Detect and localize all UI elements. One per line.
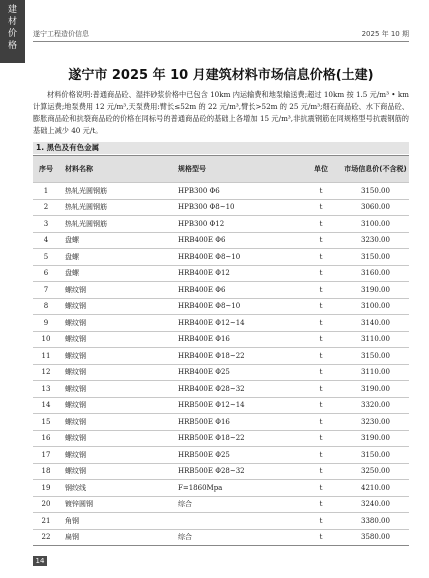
side-tab-char: 建 <box>7 5 17 15</box>
cell-index: 16 <box>33 430 59 447</box>
cell-price: 3150.00 <box>342 348 409 365</box>
cell-unit: t <box>300 348 342 365</box>
cell-index: 4 <box>33 232 59 249</box>
section-heading: 1. 黑色及有色金属 <box>33 142 409 154</box>
cell-price: 4210.00 <box>342 480 409 497</box>
cell-unit: t <box>300 315 342 332</box>
cell-price: 3060.00 <box>342 199 409 216</box>
cell-material-name: 热轧光圆钢筋 <box>59 216 172 233</box>
cell-index: 9 <box>33 315 59 332</box>
cell-spec: HRB400E Φ25 <box>172 364 300 381</box>
table-row <box>33 249 409 266</box>
cell-index: 6 <box>33 265 59 282</box>
cell-price: 3160.00 <box>342 265 409 282</box>
cell-material-name: 热轧光圆钢筋 <box>59 199 172 216</box>
table-row <box>33 414 409 431</box>
table-row <box>33 364 409 381</box>
cell-unit: t <box>300 397 342 414</box>
cell-material-name: 螺纹钢 <box>59 298 172 315</box>
cell-material-name: 镀锌圆钢 <box>59 496 172 513</box>
issue-label: 2025 年 10 期 <box>361 30 409 38</box>
cell-spec: HPB300 Φ6 <box>172 183 300 200</box>
table-row <box>33 265 409 282</box>
cell-index: 20 <box>33 496 59 513</box>
page-title: 遂宁市 2025 年 10 月建筑材料市场信息价格(土建) <box>68 68 374 83</box>
table-row <box>33 315 409 332</box>
cell-material-name: 螺纹钢 <box>59 381 172 398</box>
cell-spec: F=1860Mpa <box>172 480 300 497</box>
cell-unit: t <box>300 265 342 282</box>
cell-price: 3110.00 <box>342 331 409 348</box>
table-row <box>33 331 409 348</box>
cell-unit: t <box>300 480 342 497</box>
cell-spec: HRB400E Φ6 <box>172 232 300 249</box>
col-header-price: 市场信息价(不含税) <box>342 156 409 183</box>
cell-unit: t <box>300 183 342 200</box>
cell-index: 2 <box>33 199 59 216</box>
cell-spec: HPB300 Φ12 <box>172 216 300 233</box>
cell-unit: t <box>300 529 342 546</box>
cell-spec: HRB400E Φ6 <box>172 282 300 299</box>
side-tab-char: 格 <box>7 41 17 51</box>
cell-price: 3100.00 <box>342 298 409 315</box>
cell-price: 3580.00 <box>342 529 409 546</box>
cell-price: 3190.00 <box>342 381 409 398</box>
cell-unit: t <box>300 298 342 315</box>
category-side-tab <box>0 0 25 63</box>
cell-spec: HRB500E Φ16 <box>172 414 300 431</box>
cell-unit: t <box>300 414 342 431</box>
table-row <box>33 447 409 464</box>
cell-index: 7 <box>33 282 59 299</box>
cell-spec: HRB500E Φ12~14 <box>172 397 300 414</box>
table-row <box>33 298 409 315</box>
cell-material-name: 螺纹钢 <box>59 397 172 414</box>
cell-index: 8 <box>33 298 59 315</box>
cell-price: 3320.00 <box>342 397 409 414</box>
cell-spec: HRB400E Φ28~32 <box>172 381 300 398</box>
price-notes-text: 材料价格说明:普通商品砼、湿拌砂浆价格中已包含 10km 内运输费和地泵输送费;超过 10km 按 1.5 元/m³ • km 计算运费;地泵费用 12 元/m³,天泵费用:臂长≤52m 的 22 元/m³,臂长>52m 的 25 元/m³;细石商品砼、水下商品砼、膨胀商品砼和抗裂商品砼的价格在同标号的普通商品砼的基础上各增加 15 元/m³,非抗震钢筋在同规格型号抗震钢筋的基础上减少 40 元/t。 <box>33 90 409 135</box>
cell-index: 3 <box>33 216 59 233</box>
table-row <box>33 529 409 546</box>
cell-index: 21 <box>33 513 59 530</box>
price-table <box>33 155 409 546</box>
table-row <box>33 496 409 513</box>
cell-spec: HRB500E Φ28~32 <box>172 463 300 480</box>
cell-material-name: 螺纹钢 <box>59 282 172 299</box>
cell-spec <box>172 513 300 530</box>
table-row <box>33 430 409 447</box>
table-row <box>33 480 409 497</box>
cell-unit: t <box>300 249 342 266</box>
col-header-spec: 规格型号 <box>172 156 300 183</box>
cell-material-name: 扁钢 <box>59 529 172 546</box>
cell-unit: t <box>300 381 342 398</box>
cell-spec: HRB400E Φ18~22 <box>172 348 300 365</box>
cell-price: 3140.00 <box>342 315 409 332</box>
cell-unit: t <box>300 216 342 233</box>
cell-index: 18 <box>33 463 59 480</box>
cell-material-name: 螺纹钢 <box>59 414 172 431</box>
cell-index: 12 <box>33 364 59 381</box>
cell-material-name: 钢绞线 <box>59 480 172 497</box>
cell-spec: HPB300 Φ8~10 <box>172 199 300 216</box>
cell-unit: t <box>300 463 342 480</box>
table-row <box>33 381 409 398</box>
cell-material-name: 螺纹钢 <box>59 447 172 464</box>
cell-spec: HRB500E Φ25 <box>172 447 300 464</box>
col-header-unit: 单位 <box>300 156 342 183</box>
cell-unit: t <box>300 232 342 249</box>
page-header <box>33 27 409 41</box>
table-row <box>33 199 409 216</box>
cell-price: 3100.00 <box>342 216 409 233</box>
cell-price: 3230.00 <box>342 414 409 431</box>
table-header-row <box>33 156 409 183</box>
header-divider <box>33 41 409 42</box>
cell-material-name: 螺纹钢 <box>59 430 172 447</box>
cell-material-name: 盘螺 <box>59 249 172 266</box>
side-tab-char: 材 <box>7 17 17 27</box>
cell-price: 3380.00 <box>342 513 409 530</box>
publication-name: 遂宁工程造价信息 <box>33 30 89 38</box>
cell-unit: t <box>300 513 342 530</box>
cell-unit: t <box>300 282 342 299</box>
cell-price: 3240.00 <box>342 496 409 513</box>
table-row <box>33 216 409 233</box>
cell-spec: HRB400E Φ12~14 <box>172 315 300 332</box>
cell-material-name: 热轧光圆钢筋 <box>59 183 172 200</box>
cell-unit: t <box>300 364 342 381</box>
page-number: 14 <box>33 556 47 566</box>
table-row <box>33 348 409 365</box>
cell-spec: HRB400E Φ16 <box>172 331 300 348</box>
cell-spec: 综合 <box>172 529 300 546</box>
cell-unit: t <box>300 496 342 513</box>
cell-index: 19 <box>33 480 59 497</box>
col-header-index: 序号 <box>33 156 59 183</box>
cell-spec: HRB400E Φ12 <box>172 265 300 282</box>
cell-unit: t <box>300 430 342 447</box>
cell-material-name: 盘螺 <box>59 265 172 282</box>
cell-material-name: 盘螺 <box>59 232 172 249</box>
cell-index: 13 <box>33 381 59 398</box>
cell-index: 1 <box>33 183 59 200</box>
table-row <box>33 463 409 480</box>
cell-material-name: 螺纹钢 <box>59 331 172 348</box>
cell-index: 5 <box>33 249 59 266</box>
cell-price: 3150.00 <box>342 447 409 464</box>
cell-index: 22 <box>33 529 59 546</box>
cell-unit: t <box>300 199 342 216</box>
cell-spec: 综合 <box>172 496 300 513</box>
side-tab-char: 价 <box>7 29 17 39</box>
cell-spec: HRB500E Φ18~22 <box>172 430 300 447</box>
cell-unit: t <box>300 331 342 348</box>
cell-price: 3230.00 <box>342 232 409 249</box>
cell-spec: HRB400E Φ8~10 <box>172 249 300 266</box>
cell-material-name: 螺纹钢 <box>59 315 172 332</box>
table-row <box>33 183 409 200</box>
cell-price: 3190.00 <box>342 282 409 299</box>
price-notes <box>33 89 409 137</box>
cell-material-name: 螺纹钢 <box>59 348 172 365</box>
cell-price: 3110.00 <box>342 364 409 381</box>
table-row <box>33 232 409 249</box>
cell-index: 17 <box>33 447 59 464</box>
cell-index: 14 <box>33 397 59 414</box>
cell-unit: t <box>300 447 342 464</box>
cell-price: 3150.00 <box>342 249 409 266</box>
cell-index: 11 <box>33 348 59 365</box>
cell-price: 3250.00 <box>342 463 409 480</box>
cell-spec: HRB400E Φ8~10 <box>172 298 300 315</box>
cell-price: 3190.00 <box>342 430 409 447</box>
cell-price: 3150.00 <box>342 183 409 200</box>
cell-index: 10 <box>33 331 59 348</box>
cell-index: 15 <box>33 414 59 431</box>
table-row <box>33 282 409 299</box>
table-row <box>33 513 409 530</box>
table-row <box>33 397 409 414</box>
cell-material-name: 螺纹钢 <box>59 463 172 480</box>
cell-material-name: 角钢 <box>59 513 172 530</box>
col-header-name: 材料名称 <box>59 156 172 183</box>
cell-material-name: 螺纹钢 <box>59 364 172 381</box>
